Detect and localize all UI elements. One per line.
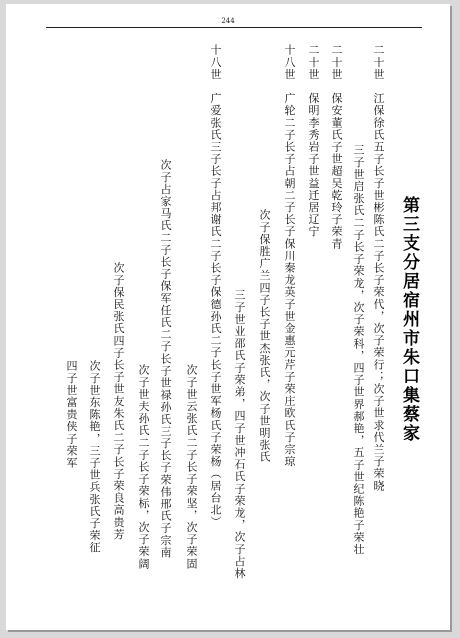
genealogy-column: 十八世 广轮二子长子占朝二子长子保川秦龙英子世金惠元芹子荣庄欧氏子宗琼: [283, 44, 296, 468]
genealogy-column: 次子占家马氏二子长子保军任氏二子长子世禄孙氏三子长子荣伟邢氏子宗南: [159, 159, 172, 559]
genealogy-column: 次子世云张氏二子长子荣坚，次子荣固: [185, 364, 198, 570]
genealogy-column: 次子保胜广兰四子长子世杰张氏，次子世明张氏: [258, 209, 271, 464]
header-rule: [46, 27, 422, 28]
genealogy-column: 二十世 江保徐氏五子长子世彬陈氏二子长子荣代，次子荣行；次子世求代兰子荣晓: [372, 44, 385, 492]
genealogy-column: 二十世 保安董氏子世超吴乾玲子荣青: [330, 44, 343, 250]
section-title: 第三支分居宿州市朱口集蔡家: [399, 196, 419, 443]
genealogy-column: 十八世 广爱张氏三子长子占邦谢氏二子长子保德孙氏二子长子世军杨氏子荣杨（居台北）: [209, 44, 222, 528]
page-number: 244: [221, 17, 235, 25]
genealogy-column: 次子保民张氏四子长子世友朱氏二子长子荣良高贵芳: [112, 262, 125, 541]
genealogy-column: 三子世业邵氏子荣弟，四子世冲石氏子荣龙，次子占林: [233, 289, 246, 580]
genealogy-column: 三子世启张氏二子长子荣龙，次子荣科，四子世界郝艳，五子世纪陈艳子荣壮: [352, 144, 365, 556]
genealogy-column: 二十世 保明李秀岩子世益迁居辽宁: [307, 44, 320, 238]
genealogy-column: 次子世夫孙氏二子长子荣标，次子荣阔: [137, 364, 150, 570]
genealogy-column: 四子世富贵侠子荣军: [65, 360, 78, 469]
document-page: [6, 4, 450, 630]
genealogy-column: 次子世东陈艳，三子世兵张氏子荣征: [88, 360, 101, 554]
